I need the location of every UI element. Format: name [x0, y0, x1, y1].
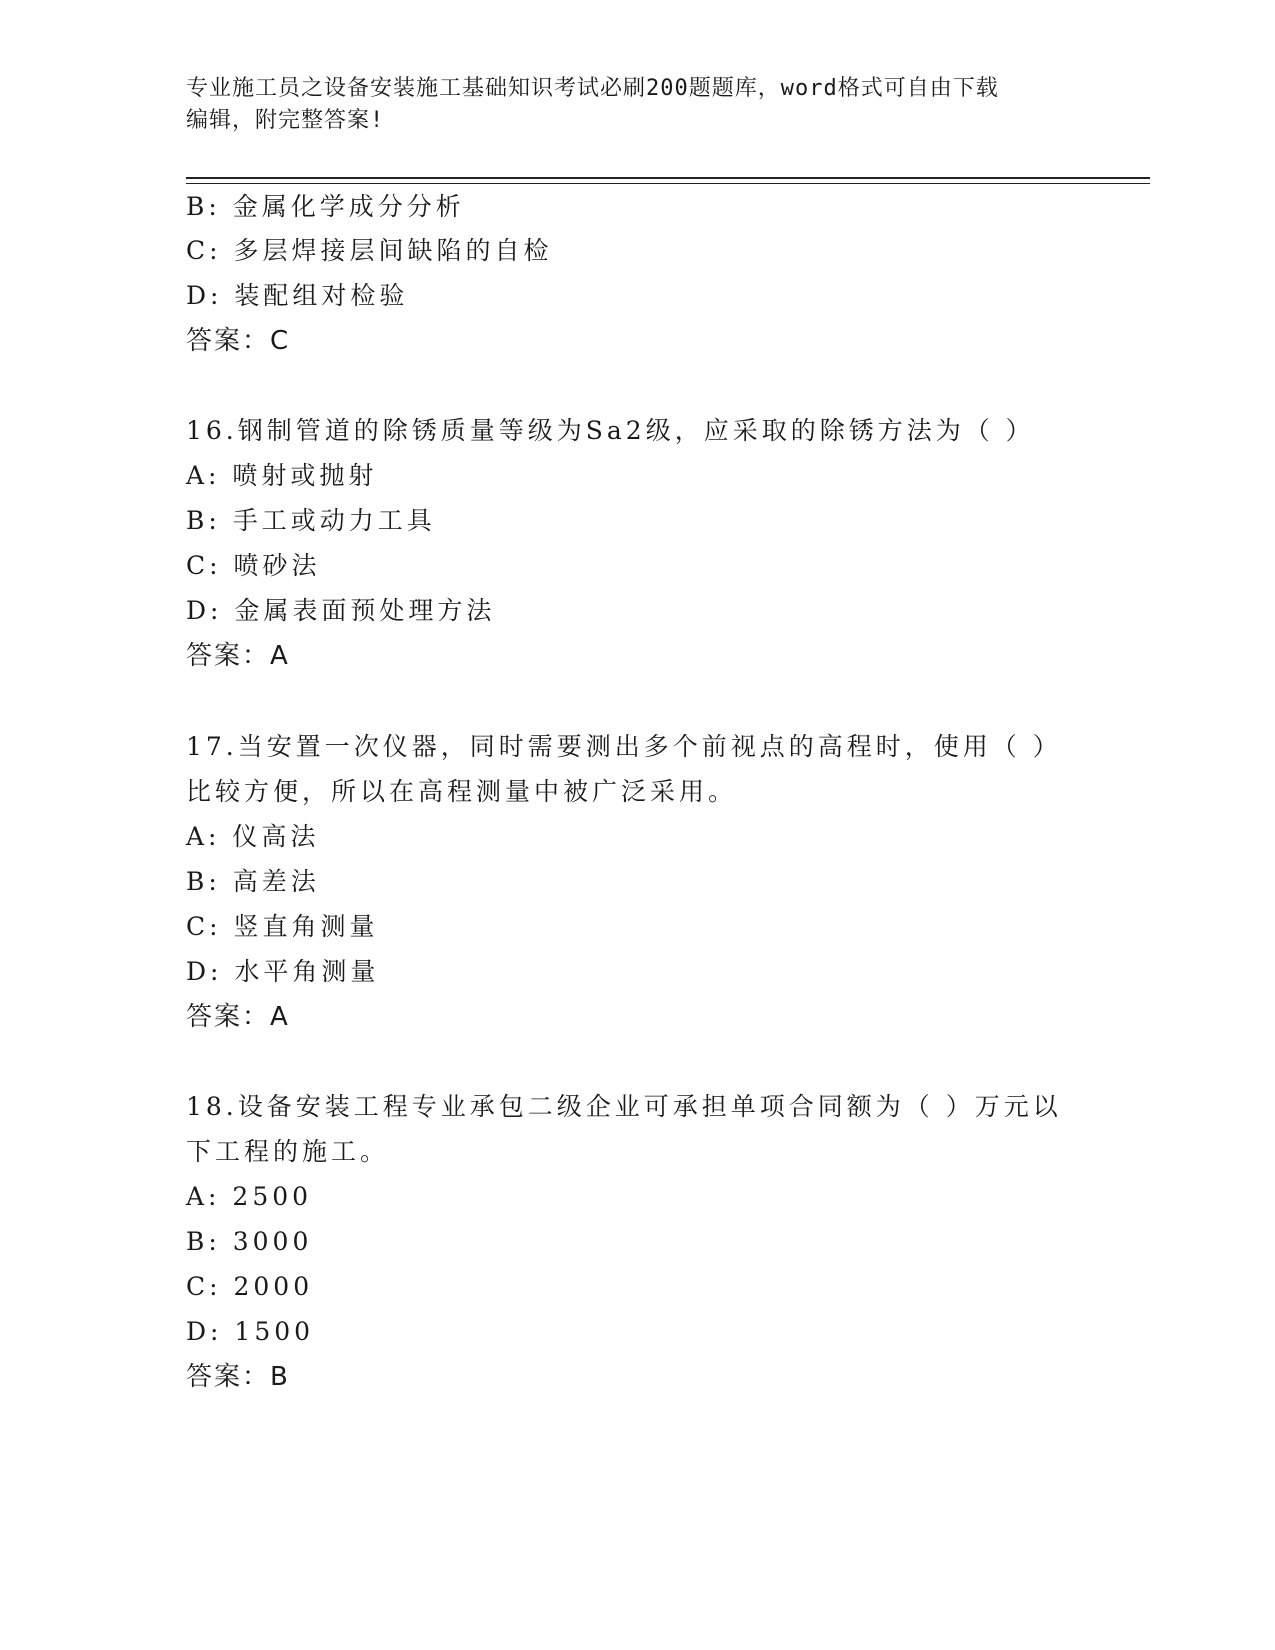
q16-option-a: A: 喷射或抛射	[186, 461, 378, 490]
q17-option-d: D: 水平角测量	[186, 957, 380, 986]
q15-option-c: C: 多层焊接层间缺陷的自检	[186, 236, 553, 265]
q17-option-b: B: 高差法	[186, 867, 320, 896]
q16-option-d: D: 金属表面预处理方法	[186, 596, 496, 625]
q17-option-a: A: 仪高法	[186, 822, 320, 851]
document-header	[186, 73, 1086, 137]
q16-option-b: B: 手工或动力工具	[186, 506, 436, 535]
header-divider-thin	[186, 183, 1150, 184]
q16-stem: 16.钢制管道的除锈质量等级为Sa2级，应采取的除锈方法为（ ）	[186, 416, 1035, 445]
q18-option-a: A: 2500	[186, 1182, 313, 1211]
q17-answer: 答案：A	[186, 1002, 290, 1032]
q18-option-d: D: 1500	[186, 1317, 315, 1346]
q17-stem-line-1: 17.当安置一次仪器，同时需要测出多个前视点的高程时，使用（ ）	[186, 732, 1062, 761]
header-divider-thick	[186, 177, 1150, 179]
q17-option-c: C: 竖直角测量	[186, 912, 379, 941]
q16-option-c: C: 喷砂法	[186, 551, 321, 580]
q18-stem-line-1: 18.设备安装工程专业承包二级企业可承担单项合同额为（ ）万元以	[186, 1092, 1062, 1121]
q18-stem-line-2: 下工程的施工。	[186, 1137, 390, 1166]
q18-option-b: B: 3000	[186, 1227, 313, 1256]
q17-stem-line-2: 比较方便，所以在高程测量中被广泛采用。	[186, 777, 738, 806]
q15-answer: 答案：C	[186, 326, 291, 356]
q18-answer: 答案：B	[186, 1362, 290, 1392]
q15-option-b: B: 金属化学成分分析	[186, 192, 465, 221]
q18-option-c: C: 2000	[186, 1272, 314, 1301]
q16-answer: 答案：A	[186, 641, 290, 671]
header-title-line-2: 编辑，附完整答案!	[186, 108, 385, 133]
q15-option-d: D: 装配组对检验	[186, 281, 409, 310]
header-title-line-1: 专业施工员之设备安装施工基础知识考试必刷200题题库，word格式可自由下载	[186, 76, 999, 101]
